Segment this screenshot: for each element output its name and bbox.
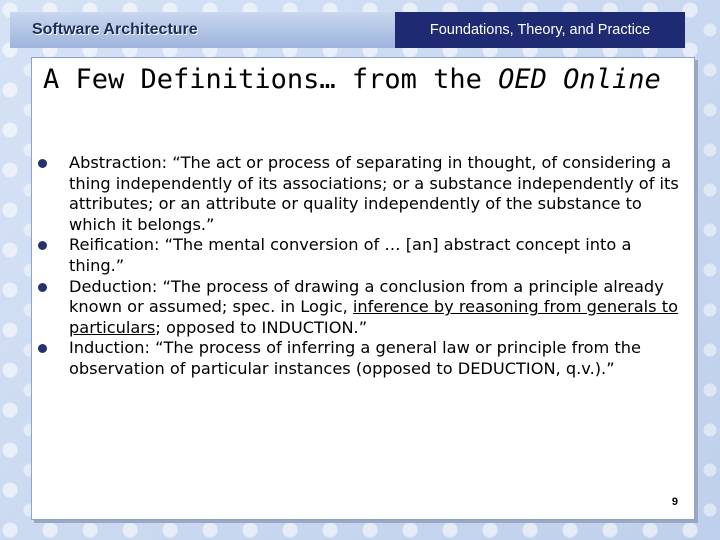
definition-text: Induction: “The process of inferring a general law or principle from the observation of particular instances (opposed to DEDUCTION, q.v.).”	[69, 338, 642, 378]
bullet-icon	[38, 159, 47, 168]
course-subtitle: Foundations, Theory, and Practice	[395, 12, 685, 48]
bullet-icon	[38, 344, 47, 353]
title-italic-text: OED Online	[498, 64, 661, 95]
list-item-reification	[32, 235, 692, 276]
slide-content	[31, 57, 695, 520]
definition-text-before: Deduction: “The process of drawing a conclusion from a principle already known or assumed; spec. in Logic,	[69, 276, 664, 317]
definition-text: Abstraction: “The act or process of separating in thought, of considering a thing independently of its associations; or a substance independently of its attributes; or an attribute or quality independently of the substance to which it belongs.”	[69, 153, 679, 234]
definition-text: Reification: “The mental conversion of … [an] abstract concept into a thing.”	[69, 235, 632, 275]
course-title: Software Architecture	[32, 21, 198, 38]
definition-text-underlined: inference by reasoning from generals to particulars	[69, 297, 678, 337]
list-item-abstraction	[32, 153, 692, 235]
definition-list	[32, 153, 692, 380]
bullet-icon	[38, 283, 47, 292]
header-bar	[10, 12, 685, 48]
list-item-induction	[32, 338, 692, 379]
list-item-deduction	[32, 277, 692, 339]
slide-title	[43, 63, 683, 96]
bullet-icon	[38, 241, 47, 250]
title-text: A Few Definitions… from the	[43, 64, 499, 95]
definition-text-after: ; opposed to INDUCTION.”	[155, 317, 368, 337]
page-number: 9	[671, 496, 678, 508]
